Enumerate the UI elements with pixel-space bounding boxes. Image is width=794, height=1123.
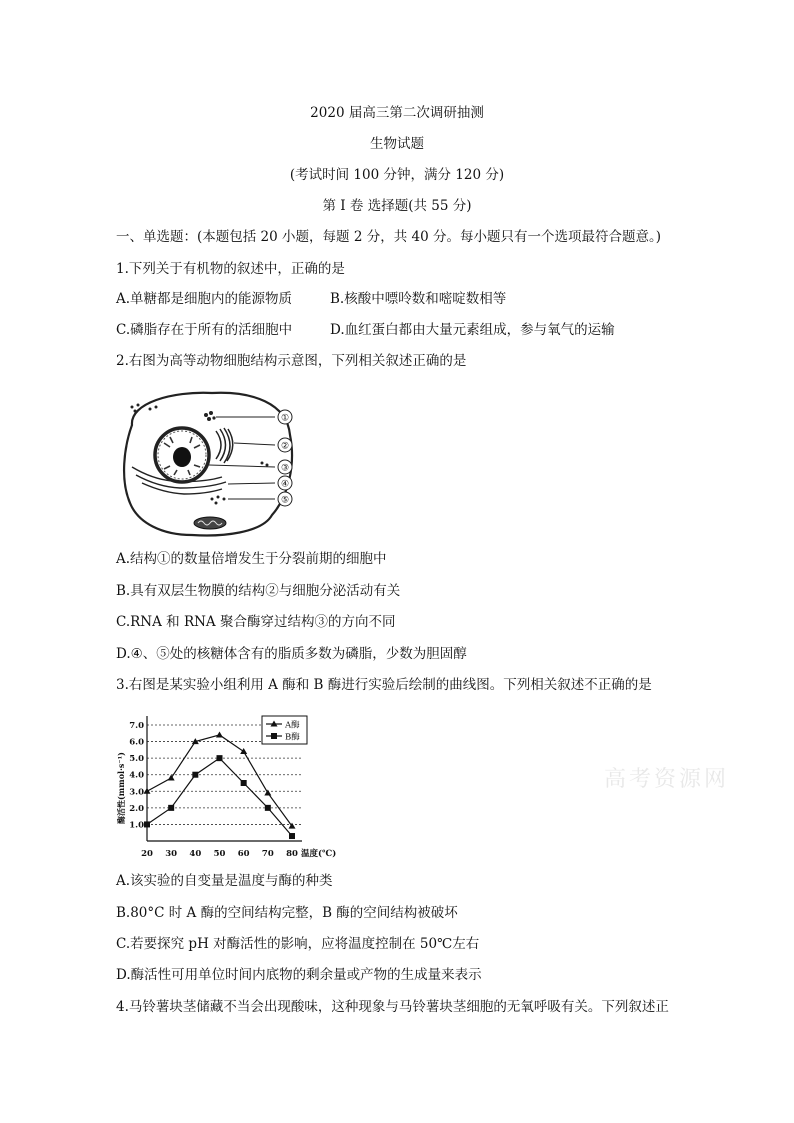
data-point-b bbox=[289, 833, 295, 839]
label-3: ③ bbox=[280, 463, 290, 474]
centriole bbox=[204, 411, 216, 421]
y-tick-label: 2.0 bbox=[129, 803, 144, 814]
label-5: ⑤ bbox=[280, 495, 290, 506]
data-point-a bbox=[216, 731, 223, 737]
section-heading: 一、单选题：(本题包括 20 小题，每题 2 分，共 40 分。每小题只有一个选项最符合题意。) bbox=[116, 229, 661, 245]
y-tick-label: 7.0 bbox=[129, 721, 144, 731]
y-tick-label: 3.0 bbox=[129, 787, 144, 798]
x-tick-label: 30 bbox=[165, 849, 178, 859]
ribosomes bbox=[131, 404, 269, 505]
question-1-option-d: D.血红蛋白都由大量元素组成，参与氧气的运输 bbox=[330, 322, 615, 338]
x-axis-label: 温度(℃) bbox=[301, 849, 337, 859]
mitochondrion bbox=[194, 517, 226, 529]
y-tick-label: 6.0 bbox=[129, 737, 144, 748]
data-point-b bbox=[217, 755, 223, 761]
x-tick-label: 60 bbox=[237, 849, 250, 859]
x-tick-label: 80 bbox=[286, 849, 298, 859]
data-point-a bbox=[240, 748, 247, 754]
x-tick-label: 20 bbox=[141, 849, 153, 859]
question-2-option-a: A.结构①的数量倍增发生于分裂前期的细胞中 bbox=[116, 551, 387, 567]
enzyme-activity-chart bbox=[112, 706, 342, 866]
label-2: ② bbox=[280, 441, 290, 452]
question-2-option-c: C.RNA 和 RNA 聚合酶穿过结构③的方向不同 bbox=[116, 614, 396, 630]
question-1-option-c: C.磷脂存在于所有的活细胞中 bbox=[116, 322, 293, 338]
question-3-stem: 3.右图是某实验小组利用 A 酶和 B 酶进行实验后绘制的曲线图。下列相关叙述不正确的是 bbox=[116, 677, 652, 693]
question-1-option-a: A.单糖都是细胞内的能源物质 bbox=[116, 291, 293, 307]
label-1: ① bbox=[280, 413, 290, 424]
data-point-a bbox=[168, 775, 175, 781]
x-tick-label: 40 bbox=[189, 849, 202, 859]
exam-info: (考试时间 100 分钟，满分 120 分) bbox=[289, 167, 505, 183]
y-tick-label: 1.0 bbox=[129, 820, 144, 831]
question-3-option-c: C.若要探究 pH 对酶活性的影响，应将温度控制在 50℃左右 bbox=[116, 936, 480, 952]
volume-heading: 第 I 卷 选择题(共 55 分) bbox=[322, 198, 472, 214]
golgi-apparatus bbox=[216, 428, 233, 463]
data-point-b bbox=[265, 805, 271, 811]
question-2-option-b: B.具有双层生物膜的结构②与细胞分泌活动有关 bbox=[116, 583, 401, 599]
data-point-b bbox=[144, 821, 150, 827]
data-point-b bbox=[168, 805, 174, 811]
question-2-stem: 2.右图为高等动物细胞结构示意图，下列相关叙述正确的是 bbox=[116, 353, 467, 369]
question-1-option-b: B.核酸中嘌呤数和嘧啶数相等 bbox=[330, 291, 507, 307]
x-tick-label: 50 bbox=[213, 849, 226, 859]
legend-label: A酶 bbox=[285, 720, 300, 731]
data-point-a bbox=[264, 789, 271, 795]
question-4-stem: 4.马铃薯块茎储藏不当会出现酸味，这种现象与马铃薯块茎细胞的无氧呼吸有关。下列叙述正 bbox=[116, 999, 669, 1015]
question-3-option-a: A.该实验的自变量是温度与酶的种类 bbox=[116, 873, 333, 889]
question-3-option-b: B.80°C 时 A 酶的空间结构完整，B 酶的空间结构被破坏 bbox=[116, 905, 458, 921]
subject-title: 生物试题 bbox=[370, 136, 424, 152]
label-4: ④ bbox=[280, 479, 290, 490]
legend-marker bbox=[271, 733, 277, 739]
legend-label: B酶 bbox=[285, 732, 300, 743]
y-axis-label: 酶活性(mmol·s⁻¹) bbox=[116, 752, 126, 824]
data-point-b bbox=[192, 772, 198, 778]
question-1-stem: 1.下列关于有机物的叙述中，正确的是 bbox=[116, 261, 345, 277]
cell-diagram bbox=[112, 385, 312, 545]
data-point-a bbox=[144, 788, 151, 794]
y-tick-label: 4.0 bbox=[129, 770, 144, 781]
watermark: 高考资源网 bbox=[604, 767, 730, 792]
y-tick-label: 5.0 bbox=[129, 754, 144, 765]
nucleolus bbox=[173, 447, 191, 467]
data-point-b bbox=[241, 780, 247, 786]
question-2-option-d: D.④、⑤处的核糖体含有的脂质多数为磷脂，少数为胆固醇 bbox=[116, 646, 467, 662]
question-3-option-d: D.酶活性可用单位时间内底物的剩余量或产物的生成量来表示 bbox=[116, 967, 482, 983]
exam-title: 2020 届高三第二次调研抽测 bbox=[310, 105, 484, 121]
x-tick-label: 70 bbox=[261, 849, 274, 859]
